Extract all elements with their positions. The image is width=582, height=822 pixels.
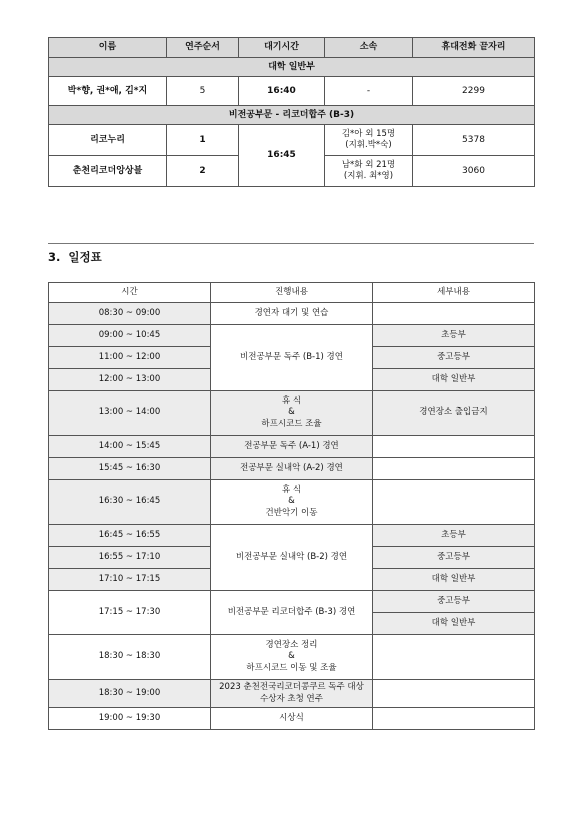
table-row bbox=[49, 303, 535, 325]
participant-table-header bbox=[49, 38, 535, 58]
schedule-time: 11:00 ~ 12:00 bbox=[49, 347, 211, 369]
participant-order: 5 bbox=[167, 77, 239, 106]
schedule-detail: 대학 일반부 bbox=[373, 569, 535, 591]
schedule-time: 14:00 ~ 15:45 bbox=[49, 436, 211, 458]
schedule-content bbox=[211, 635, 373, 680]
content-line: 휴 식 bbox=[281, 395, 302, 406]
schedule-detail: 중고등부 bbox=[373, 547, 535, 569]
schedule-time: 09:00 ~ 10:45 bbox=[49, 325, 211, 347]
content-line: 2023 춘천전국리코더콩쿠르 독주 대상 bbox=[219, 682, 364, 693]
schedule-time: 12:00 ~ 13:00 bbox=[49, 369, 211, 391]
table-row bbox=[49, 325, 535, 347]
content-line: 경연장소 정리 bbox=[265, 639, 318, 650]
schedule-detail bbox=[373, 708, 535, 730]
schedule-content: 비전공부문 실내악 (B-2) 경연 bbox=[211, 525, 373, 591]
content-line: & bbox=[288, 651, 295, 662]
section-title: 일정표 bbox=[68, 250, 102, 264]
schedule-content bbox=[211, 391, 373, 436]
schedule-detail bbox=[373, 680, 535, 708]
schedule-detail bbox=[373, 436, 535, 458]
table-row bbox=[49, 635, 535, 680]
participant-phone: 2299 bbox=[413, 77, 535, 106]
table-row bbox=[49, 125, 535, 156]
participant-order: 2 bbox=[167, 156, 239, 187]
table-row bbox=[49, 591, 535, 613]
schedule-time: 19:00 ~ 19:30 bbox=[49, 708, 211, 730]
schedule-time: 17:15 ~ 17:30 bbox=[49, 591, 211, 635]
schedule-detail: 중고등부 bbox=[373, 591, 535, 613]
header-order: 연주순서 bbox=[167, 38, 239, 58]
schedule-time: 15:45 ~ 16:30 bbox=[49, 458, 211, 480]
header-wait-time: 대기시간 bbox=[239, 38, 325, 58]
schedule-detail: 초등부 bbox=[373, 325, 535, 347]
schedule-detail bbox=[373, 635, 535, 680]
schedule-time: 16:30 ~ 16:45 bbox=[49, 480, 211, 525]
table-row bbox=[49, 436, 535, 458]
schedule-content bbox=[211, 480, 373, 525]
schedule-detail bbox=[373, 480, 535, 525]
affiliation-line: (지휘.박*숙) bbox=[345, 140, 392, 150]
section-number: 3. bbox=[48, 250, 61, 264]
schedule-detail: 초등부 bbox=[373, 525, 535, 547]
participant-affiliation bbox=[325, 125, 413, 156]
header-content: 진행내용 bbox=[211, 283, 373, 303]
schedule-detail bbox=[373, 458, 535, 480]
schedule-table bbox=[48, 282, 535, 730]
content-line: 수상자 초청 연주 bbox=[260, 693, 323, 704]
schedule-content bbox=[211, 680, 373, 708]
schedule-time: 16:55 ~ 17:10 bbox=[49, 547, 211, 569]
header-detail: 세부내용 bbox=[373, 283, 535, 303]
participant-name: 박*향, 권*애, 김*지 bbox=[49, 77, 167, 106]
participant-table bbox=[48, 37, 535, 187]
participant-time: 16:40 bbox=[239, 77, 325, 106]
schedule-time: 18:30 ~ 18:30 bbox=[49, 635, 211, 680]
table-row bbox=[49, 480, 535, 525]
schedule-time: 18:30 ~ 19:00 bbox=[49, 680, 211, 708]
participant-affiliation: - bbox=[325, 77, 413, 106]
schedule-content: 비전공부문 독주 (B-1) 경연 bbox=[211, 325, 373, 391]
schedule-content: 전공부문 실내악 (A-2) 경연 bbox=[211, 458, 373, 480]
participant-phone: 5378 bbox=[413, 125, 535, 156]
section-heading bbox=[48, 243, 534, 265]
participant-name: 리코누리 bbox=[49, 125, 167, 156]
table-row bbox=[49, 391, 535, 436]
content-line: 건반악기 이동 bbox=[265, 507, 318, 518]
affiliation-line: 남*화 외 21명 bbox=[341, 159, 396, 170]
affiliation-line: (지휘. 최*영) bbox=[343, 171, 394, 181]
schedule-detail: 대학 일반부 bbox=[373, 369, 535, 391]
table-row bbox=[49, 680, 535, 708]
participant-order: 1 bbox=[167, 125, 239, 156]
schedule-header bbox=[49, 283, 535, 303]
schedule-detail: 경연장소 출입금지 bbox=[373, 391, 535, 436]
header-phone: 휴대전화 끝자리 bbox=[413, 38, 535, 58]
content-line: 하프시코드 조율 bbox=[261, 418, 322, 429]
table-row bbox=[49, 708, 535, 730]
schedule-content: 시상식 bbox=[211, 708, 373, 730]
schedule-detail bbox=[373, 303, 535, 325]
participant-name: 춘천리코더앙상블 bbox=[49, 156, 167, 187]
schedule-detail: 대학 일반부 bbox=[373, 613, 535, 635]
content-line: & bbox=[288, 407, 295, 418]
participant-phone: 3060 bbox=[413, 156, 535, 187]
schedule-content: 경연자 대기 및 연습 bbox=[211, 303, 373, 325]
group-heading-recorder-ensemble: 비전공부문 - 리코더합주 (B-3) bbox=[49, 106, 535, 125]
participant-affiliation bbox=[325, 156, 413, 187]
participant-time: 16:45 bbox=[239, 125, 325, 187]
header-affiliation: 소속 bbox=[325, 38, 413, 58]
header-time: 시간 bbox=[49, 283, 211, 303]
content-line: 하프시코드 이동 및 조율 bbox=[246, 662, 337, 673]
content-line: 휴 식 bbox=[281, 484, 302, 495]
schedule-content: 비전공부문 리코더합주 (B-3) 경연 bbox=[211, 591, 373, 635]
table-row bbox=[49, 77, 535, 106]
schedule-time: 08:30 ~ 09:00 bbox=[49, 303, 211, 325]
table-row bbox=[49, 458, 535, 480]
schedule-time: 17:10 ~ 17:15 bbox=[49, 569, 211, 591]
header-name: 이름 bbox=[49, 38, 167, 58]
affiliation-line: 김*아 외 15명 bbox=[341, 128, 396, 139]
schedule-content: 전공부문 독주 (A-1) 경연 bbox=[211, 436, 373, 458]
content-line: & bbox=[288, 496, 295, 507]
group-heading-university: 대학 일반부 bbox=[49, 58, 535, 77]
table-row bbox=[49, 525, 535, 547]
schedule-detail: 중고등부 bbox=[373, 347, 535, 369]
schedule-time: 13:00 ~ 14:00 bbox=[49, 391, 211, 436]
schedule-time: 16:45 ~ 16:55 bbox=[49, 525, 211, 547]
